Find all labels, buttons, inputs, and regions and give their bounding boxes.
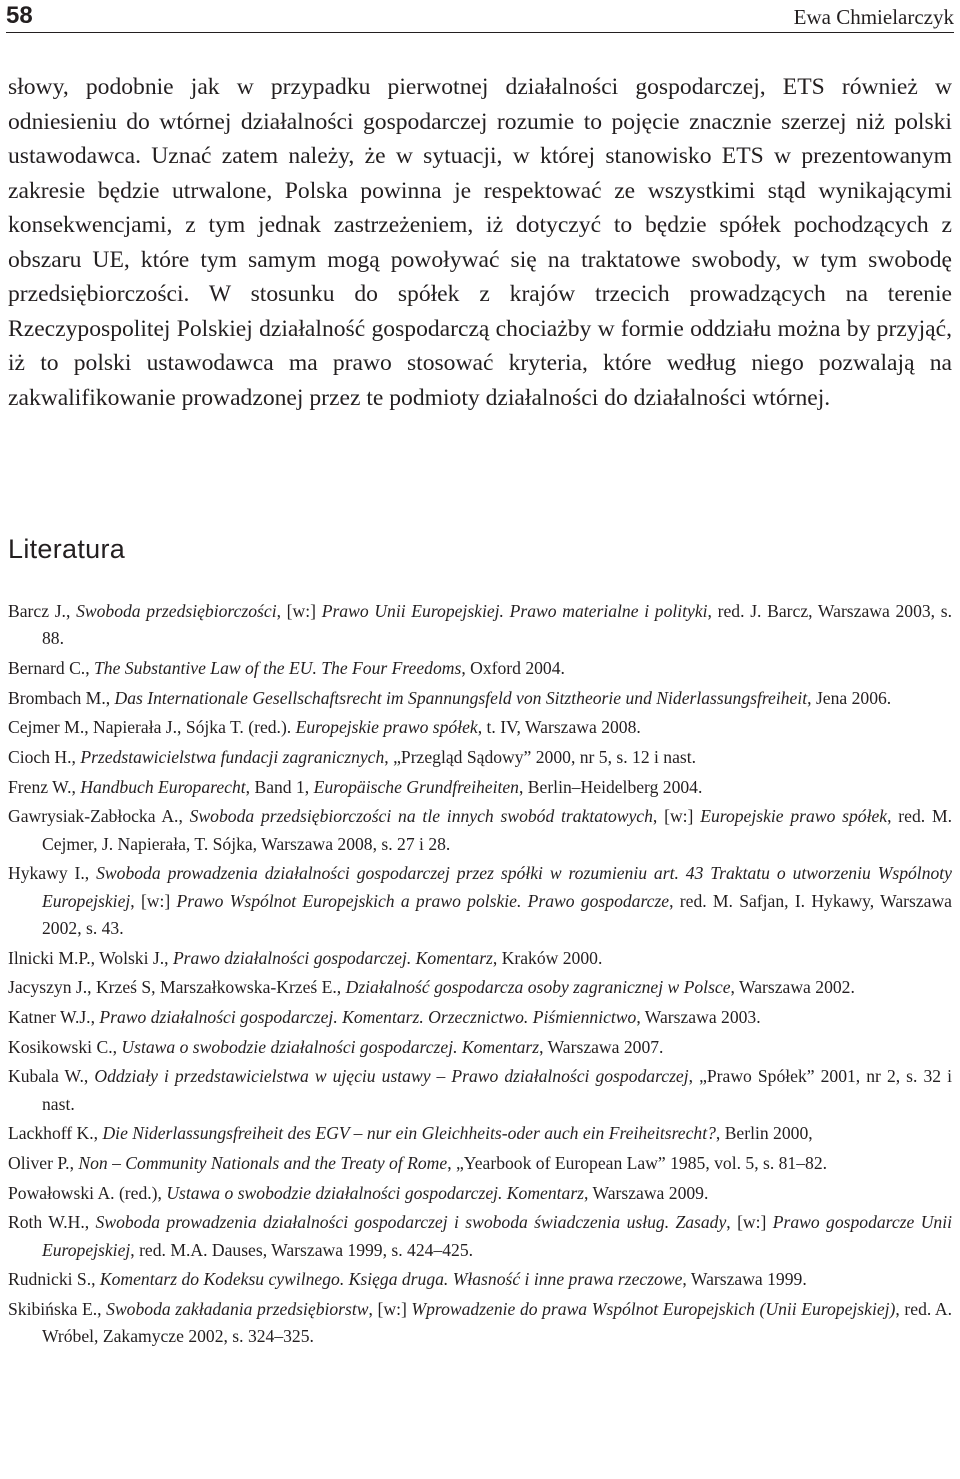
bibliography-entry (8, 945, 952, 972)
bibliography-entry (8, 598, 952, 653)
entry-title-italic: Ustawa o swobodzie działalności gospodarczej. Komentarz (121, 1036, 540, 1057)
entry-title-italic: Działalność gospodarcza osoby zagranicznej w Polsce (345, 977, 731, 998)
bibliography-entry (8, 1120, 952, 1147)
entry-text: , Warszawa 2002. (730, 977, 855, 998)
entry-text: Katner W.J., (8, 1007, 100, 1028)
entry-text: , Warszawa 2007. (539, 1036, 664, 1057)
bibliography-entry (8, 1063, 952, 1118)
entry-title-italic: Europejskie prawo spółek (700, 806, 888, 827)
entry-title-italic: oder auch ein Freiheitsrecht? (507, 1123, 716, 1144)
bibliography-list (8, 598, 952, 1353)
entry-title-italic: Prawo Wspólnot Europejskich a prawo polskie. Prawo gospodarcze (176, 890, 670, 911)
entry-title-italic: Europejskie prawo spółek (295, 717, 478, 738)
bibliography-entry (8, 860, 952, 942)
bibliography-entry (8, 1150, 952, 1177)
entry-title-italic: Swoboda prowadzenia działalności gospodarczej przez spółki w rozumieniu art. 43 Traktatu o utworzeniu Wspólnoty Europejskiej (42, 863, 952, 911)
bibliography-entry (8, 1266, 952, 1293)
entry-text: Cejmer M., Napierała J., Sójka T. (red.). (8, 717, 296, 738)
entry-text: , red. J. Barcz, Warszawa 2003, s. 88. (42, 601, 952, 649)
entry-text: , [w:] (368, 1299, 412, 1320)
bibliography-entry (8, 974, 952, 1001)
entry-title-italic: Handbuch Europarecht (80, 776, 246, 797)
entry-title-italic: Prawo gospodarcze Unii Europejskiej (42, 1212, 952, 1260)
bibliography-entry (8, 1296, 952, 1351)
entry-text: Cioch H., (8, 747, 81, 768)
running-head-author: Ewa Chmielarczyk (793, 5, 954, 29)
entry-title-italic: Swoboda zakładania przedsiębiorstw (106, 1299, 369, 1320)
entry-text: Oliver P., (8, 1153, 79, 1174)
entry-text: , Band 1, (245, 776, 314, 797)
entry-text: Powałowski A. (red.), (8, 1182, 167, 1203)
entry-text: , red. M. Safjan, I. Hykawy, Warszawa 2002, s. 43. (42, 890, 952, 938)
bibliography-entry (8, 655, 952, 682)
bibliography-entry (8, 1004, 952, 1031)
entry-text: , t. IV, Warszawa 2008. (477, 717, 641, 738)
entry-text: , Berlin–Heidelberg 2004. (518, 776, 703, 797)
entry-text: Kosikowski C., (8, 1036, 122, 1057)
entry-title-italic: Swoboda przedsiębiorczości na tle innych swobód traktatowych (189, 806, 653, 827)
entry-title-italic: Swoboda przedsiębiorczości (76, 601, 277, 621)
bibliography-entry (8, 774, 952, 801)
bibliography-entry (8, 685, 952, 712)
entry-text: , Warszawa 2009. (584, 1182, 709, 1203)
entry-title-italic: Wprowadzenie do prawa Wspólnot Europejskich (Unii Europejskiej) (411, 1299, 896, 1320)
entry-text: Frenz W., (8, 776, 81, 797)
entry-title-italic: The Substantive Law of the EU. The Four Freedoms (94, 657, 462, 678)
entry-text: , red. M.A. Dauses, Warszawa 1999, s. 424–425. (130, 1239, 474, 1260)
entry-text: Bernard C., (8, 657, 94, 678)
entry-text: - (501, 1123, 508, 1144)
entry-text: Ilnicki M.P., Wolski J., (8, 947, 173, 968)
bibliography-entry (8, 1209, 952, 1264)
bibliography-entry (8, 714, 952, 741)
entry-text: , Kraków 2000. (492, 947, 603, 968)
entry-title-italic: Europäische Grundfreiheiten (313, 776, 519, 797)
entry-title-italic: Prawo działalności gospodarczej. Komentarz. Orzecznictwo. Piśmiennictwo (99, 1007, 637, 1028)
entry-text: , Jena 2006. (807, 687, 892, 708)
entry-text: , red. M. Cejmer, J. Napierała, T. Sójka, Warszawa 2008, s. 27 i 28. (42, 806, 952, 854)
entry-text: Roth W.H., (8, 1212, 96, 1233)
body-paragraph: słowy, podobnie jak w przypadku pierwotnej działalności gospodarczej, ETS również w odniesieniu do wtórnej działalności gospodarczej rozumie to pojęcie znacznie szerzej niż polski ustawodawca. Uznać zatem należy, że w sytuacji, w której stanowisko ETS w prezentowanym zakresie będzie utrwalone, Polska powinna je respektować ze wszystkimi stąd wynikającymi konsekwencjami, z tym jednak zastrzeżeniem, iż dotyczyć to będzie spółek pochodzących z obszaru UE, które tym samym mogą powoływać się na traktatowe swobody, w tym swobodę przedsiębiorczości. W stosunku do spółek z krajów trzecich prowadzących na terenie Rzeczypospolitej Polskiej działalność gospodarczą chociażby w formie oddziału można by przyjąć, iż to polski ustawodawca ma prawo stosować kryteria, które według niego pozwalają na zakwalifikowanie prowadzonej przez te podmioty działalności do działalności wtórnej. (8, 74, 952, 411)
entry-text: Lackhoff K., (8, 1123, 103, 1144)
entry-text: Kubala W., (8, 1066, 95, 1087)
entry-title-italic: Oddziały i przedstawicielstwa w ujęciu ustawy – Prawo działalności gospodarczej (94, 1066, 689, 1087)
entry-title-italic: Prawo działalności gospodarczej. Komentarz (172, 947, 493, 968)
entry-text: , Warszawa 2003. (636, 1007, 761, 1028)
entry-text: Rudnicki S., (8, 1269, 100, 1290)
entry-text: , „Przegląd Sądowy” 2000, nr 5, s. 12 i nast. (384, 747, 697, 768)
entry-text: , [w:] (276, 601, 322, 621)
entry-title-italic: Przedstawicielstwa fundacji zagranicznych (80, 747, 385, 768)
entry-text: , „Yearbook of European Law” 1985, vol. 5, s. 81–82. (447, 1153, 828, 1174)
bibliography-entry (8, 1180, 952, 1207)
entry-text: Barcz J., (8, 601, 77, 621)
entry-text: , Warszawa 1999. (682, 1269, 807, 1290)
bibliography-entry (8, 1034, 952, 1061)
entry-title-italic: Komentarz do Kodeksu cywilnego. Księga druga. Własność i inne prawa rzeczowe (99, 1269, 683, 1290)
entry-title-italic: Das Internationale Gesellschaftsrecht im Spannungsfeld von Sitztheorie und Niderlassungsfreiheit (114, 687, 808, 708)
entry-text: , [w:] (726, 1212, 773, 1233)
entry-text: Gawrysiak-Zabłocka A., (8, 806, 190, 827)
entry-text: , [w:] (652, 806, 701, 827)
entry-title-italic: Die Niderlassungsfreiheit des EGV – nur ein Gleichheits (102, 1123, 502, 1144)
page-header (6, 2, 954, 33)
entry-text: Brombach M., (8, 687, 115, 708)
entry-title-italic: Prawo Unii Europejskiej. Prawo materialne i polityki (321, 601, 708, 621)
page-number: 58 (6, 2, 33, 29)
entry-title-italic: Swoboda prowadzenia działalności gospodarczej i swoboda świadczenia usług. Zasady (95, 1212, 727, 1233)
bibliography-entry (8, 803, 952, 858)
entry-text: Skibińska E., (8, 1299, 107, 1320)
entry-text: , red. A. Wróbel, Zakamycze 2002, s. 324–325. (42, 1299, 952, 1347)
entry-text: , [w:] (130, 890, 177, 911)
section-heading-literatura: Literatura (8, 534, 126, 564)
entry-text: , „Prawo Spółek” 2001, nr 2, s. 32 i nast. (42, 1066, 953, 1114)
entry-text: , Berlin 2000, (715, 1123, 813, 1144)
entry-title-italic: Ustawa o swobodzie działalności gospodarczej. Komentarz (166, 1182, 585, 1203)
entry-text: , Oxford 2004. (461, 657, 565, 678)
entry-text: Jacyszyn J., Krześ S, Marszałkowska-Krześ E., (8, 977, 346, 998)
entry-text: Hykawy I., (8, 863, 97, 884)
entry-title-italic: Non – Community Nationals and the Treaty of Rome (78, 1153, 448, 1174)
bibliography-entry (8, 744, 952, 771)
